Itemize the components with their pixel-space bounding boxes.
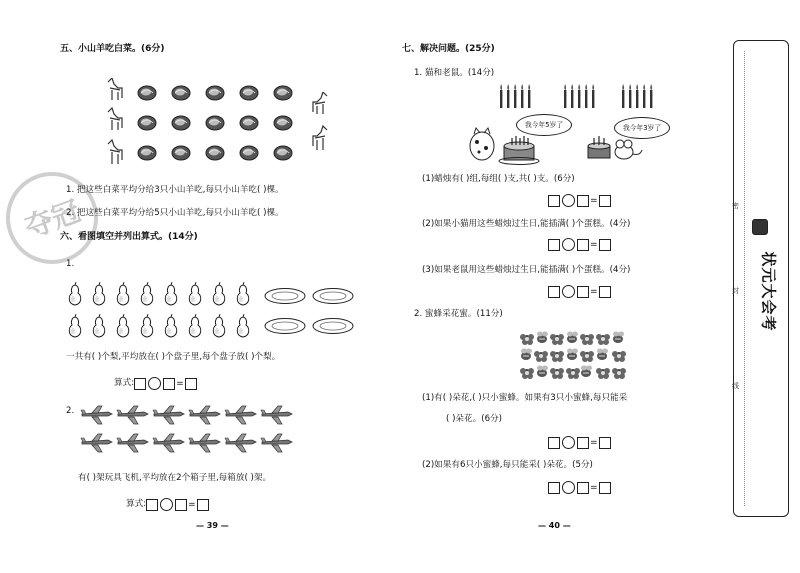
- answer-box[interactable]: [599, 482, 611, 494]
- answer-box[interactable]: [577, 482, 589, 494]
- p2-question-1a: (1)有( )朵花,( )只小蜜蜂。如果有3只小蜜蜂,每只能采: [422, 393, 628, 403]
- sec6-q1-text: 一共有( )个梨,平均放在( )个盘子里,每个盘子放( )个梨。: [66, 352, 281, 362]
- answer-box[interactable]: [577, 437, 589, 449]
- section7-title: 七、解决问题。(25分): [402, 44, 495, 54]
- operator-circle[interactable]: [562, 436, 575, 449]
- section6-title: 六、看图填空并列出算式。(14分): [60, 232, 198, 242]
- brand-text: 状元大会考: [759, 250, 778, 332]
- sec6-q2-text: 有( )架玩具飞机,平均放在2个箱子里,每箱放( )架。: [78, 473, 272, 483]
- p1-formula-3: [548, 285, 611, 298]
- formula-label: 算式:: [126, 499, 147, 509]
- answer-box[interactable]: [185, 378, 197, 390]
- answer-box[interactable]: [599, 195, 611, 207]
- answer-box[interactable]: [163, 378, 175, 390]
- answer-box[interactable]: [577, 239, 589, 251]
- p1-question-2: (2)如果小猫用这些蜡烛过生日,能插满( )个蛋糕。(4分): [422, 219, 631, 229]
- operator-circle[interactable]: [160, 498, 173, 511]
- answer-box[interactable]: [548, 286, 560, 298]
- goats-left: [104, 78, 126, 170]
- sec5-question-1: 1. 把这些白菜平均分给3只小山羊吃,每只小山羊吃( )棵。: [66, 185, 284, 195]
- cat-bubble-text: 我今年5岁了: [524, 120, 564, 129]
- bee-flower-grid: [518, 329, 630, 381]
- operator-circle[interactable]: [562, 285, 575, 298]
- equals-sign: =: [590, 239, 598, 250]
- equals-sign: =: [590, 286, 598, 297]
- formula-row-1: [114, 377, 197, 390]
- seal-label-bottom: 线: [732, 382, 739, 390]
- p1-question-3: (3)如果老鼠用这些蜡烛过生日,能插满( )个蛋糕。(4分): [422, 265, 631, 275]
- pear-grid: [66, 280, 256, 342]
- candle-groups: [498, 84, 658, 110]
- plane-grid: [78, 403, 300, 459]
- formula-label: 算式:: [114, 378, 135, 388]
- problem2-title: 2. 蜜蜂采花蜜。(11分): [414, 309, 503, 319]
- equals-sign: =: [188, 499, 196, 510]
- answer-box[interactable]: [599, 437, 611, 449]
- sec6-q2-number: 2.: [66, 406, 75, 416]
- cat-speech-bubble: [516, 114, 572, 136]
- answer-box[interactable]: [599, 239, 611, 251]
- equals-sign: =: [176, 378, 184, 389]
- plate-group: [262, 286, 358, 338]
- answer-box[interactable]: [134, 378, 146, 390]
- p2-formula-2: [548, 481, 611, 494]
- binding-sidebar: [733, 40, 789, 517]
- answer-box[interactable]: [599, 286, 611, 298]
- operator-circle[interactable]: [562, 481, 575, 494]
- sidebar-dotted-line: [744, 51, 745, 506]
- brand-logo: [754, 237, 784, 345]
- mouse-bubble-text: 我今年3岁了: [622, 123, 662, 132]
- mouse-speech-bubble: [614, 117, 670, 139]
- answer-box[interactable]: [548, 239, 560, 251]
- equals-sign: =: [590, 437, 598, 448]
- answer-box[interactable]: [577, 195, 589, 207]
- page-number-right: — 40 —: [538, 521, 571, 530]
- p1-formula-1: [548, 194, 611, 207]
- cabbage-grid: [134, 83, 299, 169]
- answer-box[interactable]: [548, 195, 560, 207]
- p2-question-2: (2)如果有6只小蜜蜂,每只能采( )朵花。(5分): [422, 460, 593, 470]
- brand-logo-icon: [752, 219, 768, 235]
- operator-circle[interactable]: [562, 238, 575, 251]
- sec5-question-2: 2. 把这些白菜平均分给5只小山羊吃,每只小山羊吃( )棵。: [66, 208, 284, 218]
- p1-formula-2: [548, 238, 611, 251]
- p2-formula-1: [548, 436, 611, 449]
- answer-box[interactable]: [548, 437, 560, 449]
- equals-sign: =: [590, 482, 598, 493]
- goats-right: [309, 92, 331, 154]
- operator-circle[interactable]: [562, 194, 575, 207]
- answer-box[interactable]: [577, 286, 589, 298]
- answer-box[interactable]: [548, 482, 560, 494]
- p1-question-1: (1)蜡烛有( )组,每组( )支,共( )支。(6分): [422, 174, 575, 184]
- p2-question-1b: ( )朵花。(6分): [446, 414, 502, 424]
- sec6-q1-number: 1.: [66, 259, 75, 269]
- operator-circle[interactable]: [148, 377, 161, 390]
- seal-label-mid: 封: [732, 287, 739, 295]
- answer-box[interactable]: [175, 499, 187, 511]
- answer-box[interactable]: [197, 499, 209, 511]
- stamp-text: 夺冠: [20, 194, 85, 245]
- formula-row-2: [126, 498, 209, 511]
- equals-sign: =: [590, 195, 598, 206]
- page-number-left: — 39 —: [196, 521, 229, 530]
- answer-box[interactable]: [146, 499, 158, 511]
- section5-title: 五、小山羊吃白菜。(6分): [60, 44, 165, 54]
- seal-label-top: 密: [732, 202, 739, 210]
- problem1-title: 1. 猫和老鼠。(14分): [414, 68, 495, 78]
